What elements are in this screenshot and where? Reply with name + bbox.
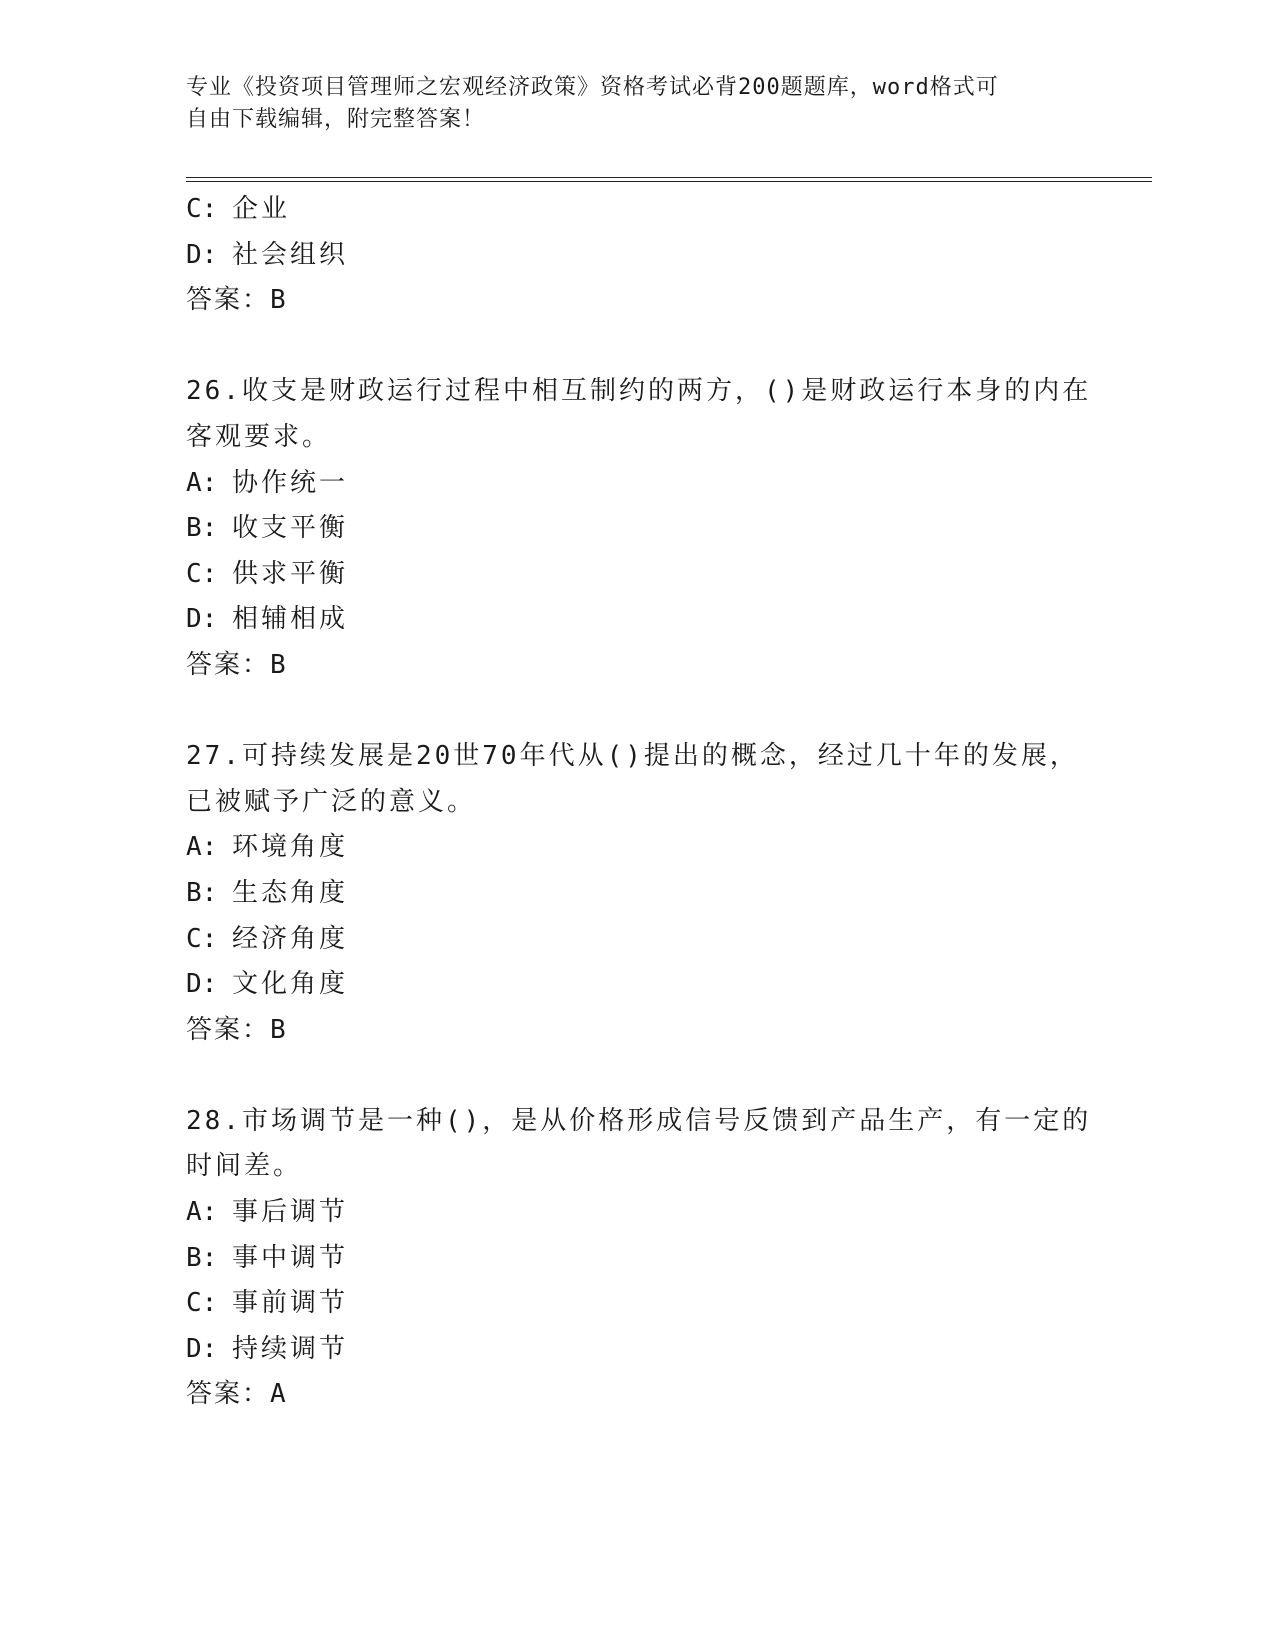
- question-28: [186, 1099, 1126, 1418]
- option-text: 收支平衡: [232, 513, 349, 544]
- option-c: [186, 917, 1126, 963]
- spacer: [186, 689, 1126, 735]
- question-stem-line-1: 26.收支是财政运行过程中相互制约的两方，()是财政运行本身的内在: [186, 376, 1092, 407]
- option-letter: C:: [186, 194, 218, 224]
- question-stem-line-1: 28.市场调节是一种()，是从价格形成信号反馈到产品生产，有一定的: [186, 1105, 1092, 1136]
- option-letter: C:: [186, 923, 218, 954]
- question-27: [186, 734, 1126, 1053]
- option-letter: A:: [186, 1197, 218, 1228]
- header-rule-bottom: [186, 181, 1152, 182]
- option-letter: A:: [186, 467, 218, 498]
- option-letter: B:: [186, 513, 218, 544]
- option-text: 相辅相成: [232, 604, 349, 635]
- spacer: [186, 324, 1126, 370]
- option-c: [186, 1281, 1126, 1327]
- header-line-1: 专业《投资项目管理师之宏观经济政策》资格考试必背200题题库，word格式可: [186, 75, 999, 100]
- header-line-2: 自由下载编辑，附完整答案！: [186, 107, 486, 132]
- question-26: [186, 369, 1126, 688]
- option-c: [186, 552, 1126, 598]
- option-d: [186, 597, 1126, 643]
- option-d: [186, 962, 1126, 1008]
- option-text: 经济角度: [232, 923, 349, 954]
- option-letter: D:: [186, 239, 218, 270]
- option-letter: D:: [186, 969, 218, 1000]
- option-text: 企业: [232, 194, 291, 224]
- option-b: [186, 506, 1126, 552]
- option-letter: A:: [186, 832, 218, 863]
- option-text: 环境角度: [232, 832, 349, 863]
- option-letter: C:: [186, 558, 218, 589]
- option-b: [186, 1236, 1126, 1282]
- option-text: 持续调节: [232, 1333, 349, 1364]
- option-letter: B:: [186, 1242, 218, 1273]
- question-25-tail: [186, 187, 1126, 324]
- spacer: [186, 1053, 1126, 1099]
- option-letter: D:: [186, 1333, 218, 1364]
- option-letter: D:: [186, 604, 218, 635]
- answer: 答案：B: [186, 285, 288, 316]
- answer: 答案：A: [186, 1379, 288, 1410]
- question-stem-line-1: 27.可持续发展是20世70年代从()提出的概念，经过几十年的发展，: [186, 741, 1079, 772]
- option-text: 事前调节: [232, 1288, 349, 1319]
- option-letter: C:: [186, 1288, 218, 1319]
- option-d: [186, 233, 1126, 279]
- option-text: 生态角度: [232, 877, 349, 908]
- option-text: 社会组织: [232, 239, 349, 270]
- option-a: [186, 1190, 1126, 1236]
- header-rule-top: [186, 177, 1152, 178]
- question-stem-line-2: 时间差。: [186, 1151, 303, 1182]
- option-c: [186, 187, 1126, 233]
- option-text: 协作统一: [232, 467, 349, 498]
- question-list: [186, 187, 1126, 1418]
- option-text: 事中调节: [232, 1242, 349, 1273]
- option-a: [186, 461, 1126, 507]
- option-d: [186, 1327, 1126, 1373]
- option-text: 文化角度: [232, 969, 349, 1000]
- answer: 答案：B: [186, 1014, 288, 1045]
- question-stem-line-2: 已被赋予广泛的意义。: [186, 786, 477, 817]
- option-b: [186, 871, 1126, 917]
- option-text: 供求平衡: [232, 558, 349, 589]
- option-text: 事后调节: [232, 1197, 349, 1228]
- option-a: [186, 825, 1126, 871]
- document-header: [186, 72, 1066, 136]
- question-stem-line-2: 客观要求。: [186, 421, 332, 452]
- answer: 答案：B: [186, 649, 288, 680]
- option-letter: B:: [186, 877, 218, 908]
